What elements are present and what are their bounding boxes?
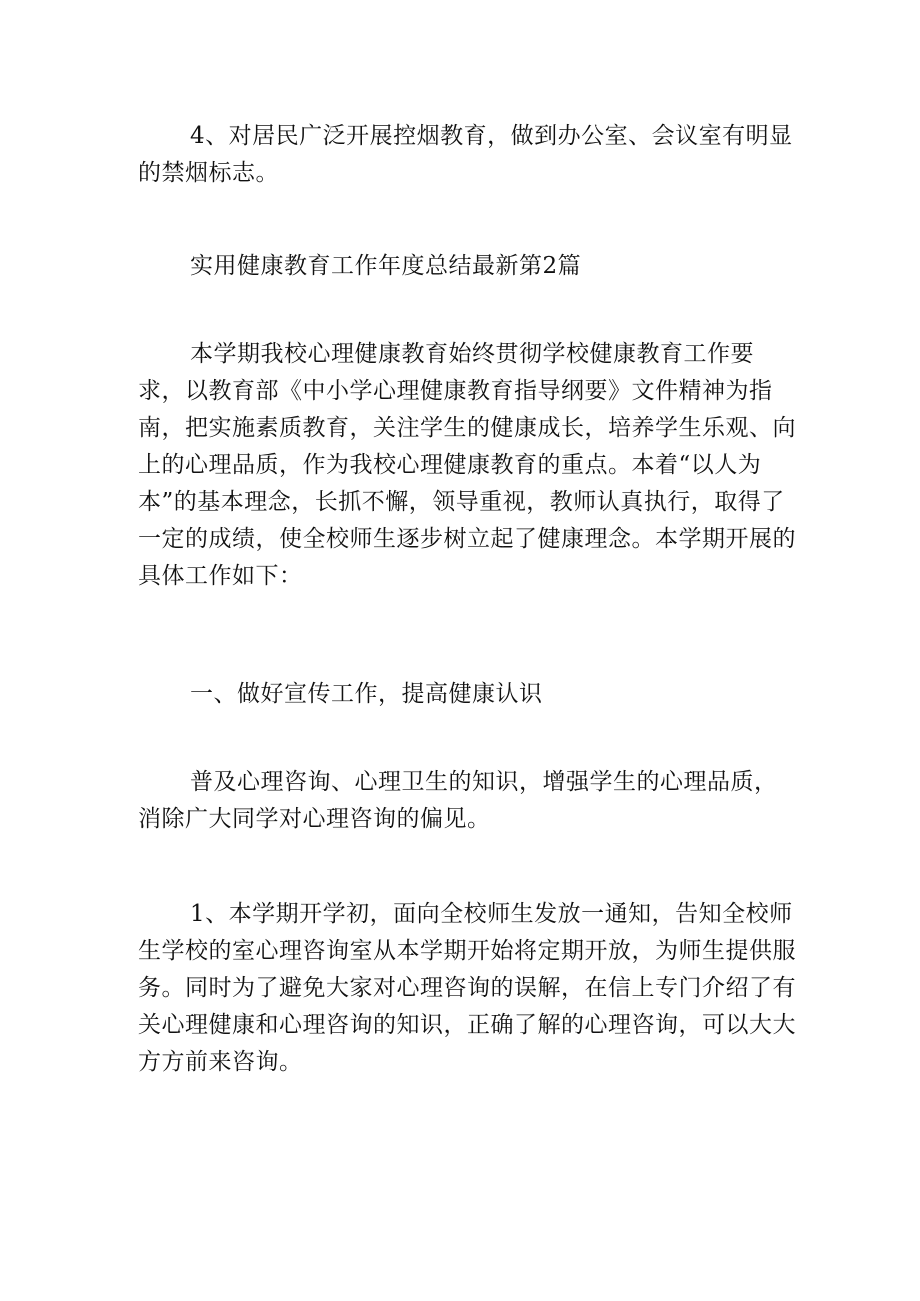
paragraph-smoking-education: 4、对居民广泛开展控烟教育，做到办公室、会议室有明显的禁烟标志。: [138, 123, 793, 186]
section-title: 实用健康教育工作年度总结最新第2篇: [190, 253, 582, 279]
paragraph-item-1: 1、本学期开学初，面向全校师生发放一通知，告知全校师生学校的室心理咨询室从本学期开始将定期开放，为师生提供服务。同时为了避免大家对心理咨询的误解，在信上专门介绍了有关心理健康和心理咨询的知识，正确了解的心理咨询，可以大大方方前来咨询。: [138, 901, 796, 1075]
heading-publicity: 一、做好宣传工作，提高健康认识: [190, 681, 543, 707]
paragraph-popularize: 普及心理咨询、心理卫生的知识，增强学生的心理品质，消除广大同学对心理咨询的偏见。: [138, 769, 778, 832]
paragraph-intro: 本学期我校心理健康教育始终贯彻学校健康教育工作要求，以教育部《中小学心理健康教育指导纲要》文件精神为指南，把实施素质教育，关注学生的健康成长，培养学生乐观、向上的心理品质，作为我校心理健康教育的重点。本着“以人为本”的基本理念，长抓不懈，领导重视，教师认真执行，取得了一定的成绩，使全校师生逐步树立起了健康理念。本学期开展的具体工作如下：: [138, 341, 796, 589]
